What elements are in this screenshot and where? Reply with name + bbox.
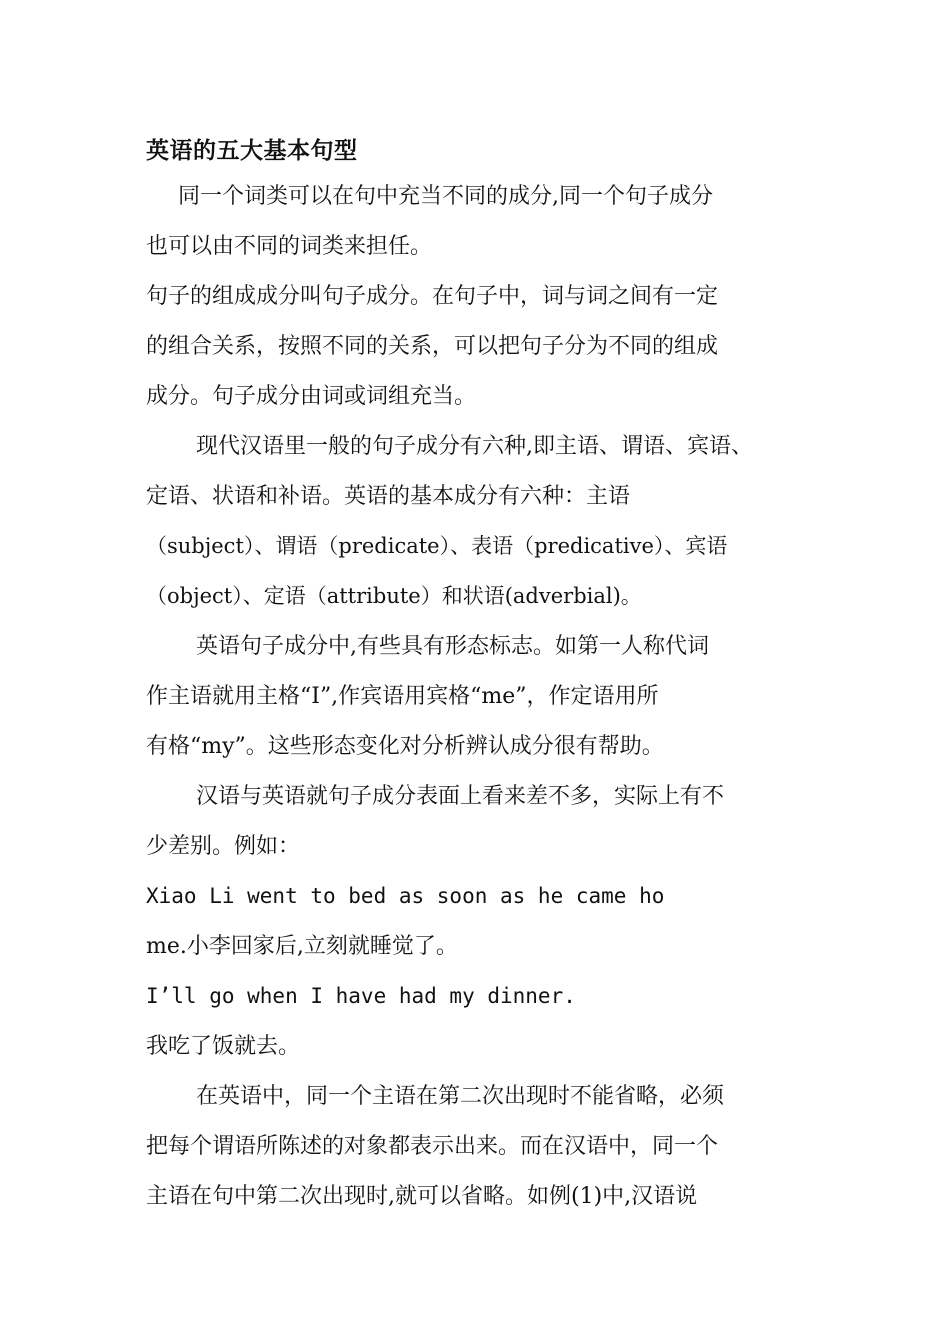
document-title: 英语的五大基本句型	[146, 137, 358, 164]
paragraph-line-5: 成分。句子成分由词或词组充当。	[146, 384, 477, 409]
paragraph-line-6: 现代汉语里一般的句子成分有六种,即主语、谓语、宾语、	[196, 434, 753, 459]
paragraph-line-7: 定语、状语和补语。英语的基本成分有六种：主语	[146, 484, 631, 509]
paragraph-line-11: 作主语就用主格“I”,作宾语用宾格“me”，作定语用所	[146, 684, 659, 709]
paragraph-line-16: 把每个谓语所陈述的对象都表示出来。而在汉语中，同一个	[146, 1134, 719, 1159]
paragraph-line-2: 也可以由不同的词类来担任。	[146, 234, 433, 259]
paragraph-line-3: 句子的组成成分叫句子成分。在句子中，词与词之间有一定	[146, 284, 719, 309]
paragraph-line-13: 汉语与英语就句子成分表面上看来差不多，实际上有不	[196, 784, 725, 809]
paragraph-line-12: 有格“my”。这些形态变化对分析辨认成分很有帮助。	[146, 734, 664, 759]
example-translation-1: me.小李回家后,立刻就睡觉了。	[146, 934, 458, 959]
paragraph-line-14: 少差别。例如：	[146, 834, 301, 859]
example-english-2: I’ll go when I have had my dinner.	[146, 984, 576, 1008]
example-english-1: Xiao Li went to bed as soon as he came ho	[146, 884, 665, 908]
paragraph-line-10: 英语句子成分中,有些具有形态标志。如第一人称代词	[196, 634, 709, 659]
example-translation-2: 我吃了饭就去。	[146, 1034, 301, 1059]
paragraph-line-17: 主语在句中第二次出现时,就可以省略。如例(1)中,汉语说	[146, 1184, 698, 1209]
paragraph-line-15: 在英语中，同一个主语在第二次出现时不能省略，必须	[196, 1084, 725, 1109]
paragraph-line-8: （subject）、谓语（predicate）、表语（predicative）、宾语	[146, 534, 728, 558]
paragraph-line-1: 同一个词类可以在句中充当不同的成分,同一个句子成分	[178, 184, 713, 209]
paragraph-line-4: 的组合关系，按照不同的关系，可以把句子分为不同的组成	[146, 334, 719, 359]
paragraph-line-9: （object）、定语（attribute）和状语(adverbial)。	[146, 584, 642, 608]
